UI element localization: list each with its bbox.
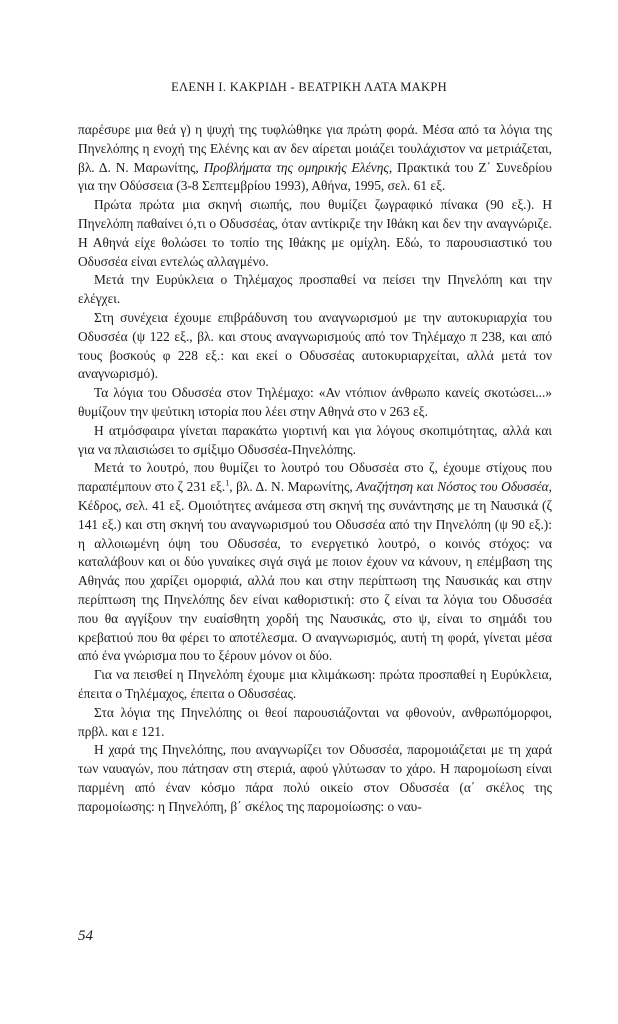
page-number: 54 <box>78 928 93 944</box>
paragraph-text: Μετά το λουτρό, που θυμίζει το λουτρό του Οδυσσέα στο ζ, έχουμε στίχους που παραπέμπουν στο ζ 231 εξ. <box>78 460 552 495</box>
paragraph <box>78 196 552 271</box>
paragraph <box>78 704 552 742</box>
paragraph-text: Η ατμόσφαιρα γίνεται παρακάτω γιορτινή και για λόγους σκοπιμότητας, αλλά και για να πλαισιώσει το σμίξιμο Οδυσσέα-Πηνελόπης. <box>78 422 552 457</box>
paragraph <box>78 309 552 384</box>
paragraph <box>78 271 552 309</box>
paragraph <box>78 121 552 196</box>
paragraph <box>78 741 552 816</box>
footnote-marker: 1 <box>225 478 230 488</box>
paragraph <box>78 384 552 422</box>
paragraph <box>78 459 552 666</box>
paragraph-text: , Πρακτικά του Ζ΄ Συνεδρίου για την Οδύσσεια (3-8 Σεπτεμβρίου 1993), Αθήνα, 1995, σελ. 61 εξ. <box>78 159 553 194</box>
paragraph-text: Στη συνέχεια έχουμε επιβράδυνση του αναγνωρισμού με την αυτοκυριαρχία του Οδυσσέα (ψ 122 εξ., βλ. και στους αναγνωρισμούς από τον Τηλέμαχο π 238, και από τους βοσκούς φ 228 εξ.: και εκεί ο Οδυσσέας αυτοκυριαρχείται, αλλά μετά τον αναγνωρισμό). <box>78 309 552 382</box>
paragraph <box>78 666 552 704</box>
paragraph-text: Για να πεισθεί η Πηνελόπη έχουμε μια κλιμάκωση: πρώτα προσπαθεί η Ευρύκλεια, έπειτα ο Τηλέμαχος, έπειτα ο Οδυσσέας. <box>78 667 552 701</box>
paragraph-text: Μετά την Ευρύκλεια ο Τηλέμαχος προσπαθεί να πείσει την Πηνελόπη και την ελέγχει. <box>78 272 552 307</box>
italic-title: Προβλήματα της ομηρικής Ελένης <box>203 159 389 175</box>
italic-title: Αναζήτηση και Νόστος του Οδυσσέα <box>356 479 549 495</box>
paragraph-text: Η χαρά της Πηνελόπης, που αναγνωρίζει τον Οδυσσέα, παρομοιάζεται με τη χαρά των ναυαγών, που πάτησαν στη στεριά, αφού γλύτωσαν το χάρο. Η παρομοίωση είναι παρμένη από έναν κόσμο πάρα πολύ οικείο στον Οδυσσέα (α΄ σκέλος της παρομοίωσης: η Πηνελόπη, β΄ σκέλος της παρομοίωσης: ο ναυ- <box>78 742 552 814</box>
paragraph-text: Στα λόγια της Πηνελόπης οι θεοί παρουσιάζονται να φθονούν, ανθρωπόμορφοι, πρβλ. και ε 121. <box>78 704 552 739</box>
paragraph-text: , βλ. Δ. Ν. Μαρωνίτης, <box>229 479 357 495</box>
running-header: ΕΛΕΝΗ Ι. ΚΑΚΡΙΔΗ - ΒΕΑΤΡΙΚΗ ΛΑΤΑ ΜΑΚΡΗ <box>171 80 447 94</box>
paragraph-text: Πρώτα πρώτα μια σκηνή σιωπής, που θυμίζει ζωγραφικό πίνακα (90 εξ.). Η Πηνελόπη παθαίνει ό,τι ο Οδυσσέας, όταν αντίκριζε την Ιθάκη και δεν την αναγνώριζε. Η Αθηνά είχε θολώσει το τοπίο της Ιθάκης με ομίχλη. Εδώ, το παρουσιαστικό του Οδυσσέα είναι εντελώς αλλαγμένο. <box>78 197 552 269</box>
paragraph-text: , Κέδρος, σελ. 41 εξ. Ομοιότητες ανάμεσα στη σκηνή της συνάντησης με τη Ναυσικά (ζ 141 εξ.) και στη σκηνή του αναγνωρισμού του Οδυσσέα από την Πηνελόπη (ψ 90 εξ.): η αλλοιωμένη όψη του Οδυσσέα, το ενεργετικό λουτρό, ο κοινός στόχος: να καταλάβουν και οι δύο γυναίκες σιγά σιγά με ποιον έχουν να κάνουν, η επέμβαση της Αθηνάς που χαρίζει ομορφιά, αλλά που και στην περίπτωση της Ναυσικάς και στην περίπτωση της Πηνελόπης δεν είναι καθοριστική: στο ζ είναι τα λόγια του Οδυσσέα που θα αγγίξουν την ευαίσθητη χορδή της Ναυσικάς, στο ψ, είναι το σημάδι του κρεβατιού που θα φέρει το αποτέλεσμα. Ο αναγνωρισμός, αυτή τη φορά, γίνεται μέσα από ένα γνώρισμα που το ξέρουν μόνον οι δύο. <box>78 479 553 664</box>
paragraph-text: παρέσυρε μια θεά γ) η ψυχή της τυφλώθηκε για πρώτη φορά. Μέσα από τα λόγια της Πηνελόπης η ενοχή της Ελένης και αν δεν αίρεται μοιάζει τουλάχιστον να μετριάζεται, βλ. Δ. Ν. Μαρωνίτης, <box>78 122 552 175</box>
paragraph <box>78 422 552 460</box>
paragraph-text: Τα λόγια του Οδυσσέα στον Τηλέμαχο: «Αν ντόπιον άνθρωπο κανείς σκοτώσει...» θυμίζουν την ψεύτικη ιστορία που λέει στην Αθηνά στο ν 263 εξ. <box>78 385 552 419</box>
body-text <box>78 121 552 816</box>
